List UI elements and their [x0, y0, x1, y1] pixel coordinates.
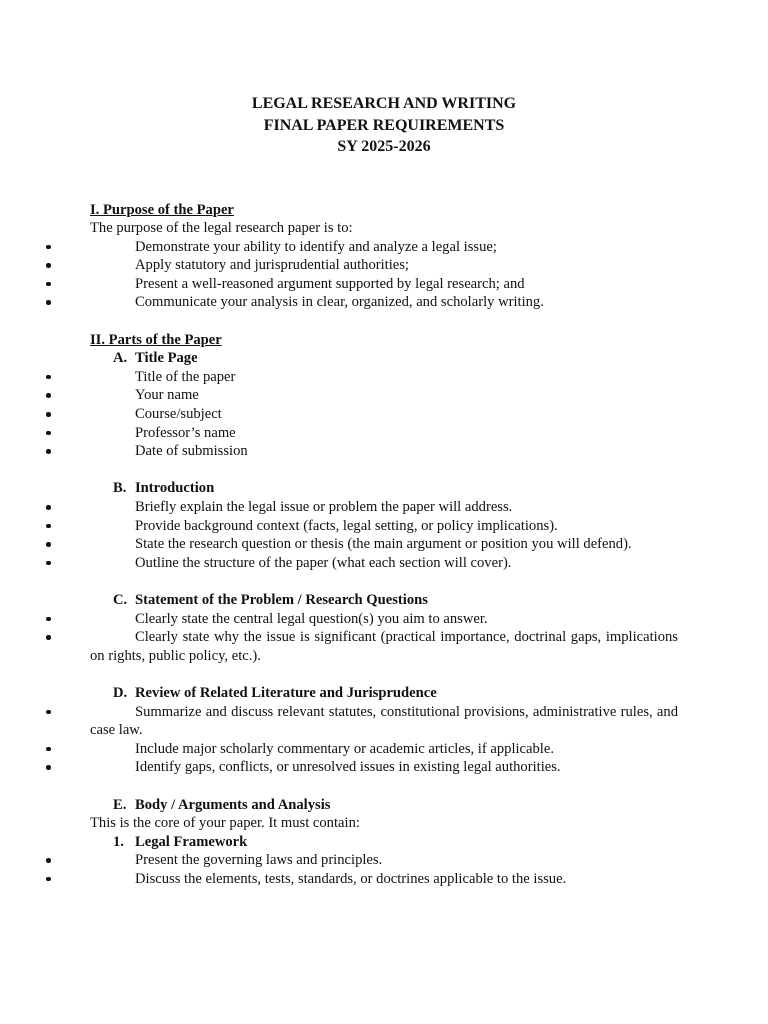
subsection-heading-introduction — [113, 479, 678, 498]
list-item — [90, 703, 678, 740]
list-item — [90, 368, 678, 387]
list-item — [90, 424, 678, 443]
list-item — [90, 610, 678, 629]
subsection-label: Review of Related Literature and Jurisprudence — [135, 684, 437, 701]
list-item-text: Demonstrate your ability to identify and analyze a legal issue; — [135, 238, 497, 255]
list-item-text: Include major scholarly commentary or academic articles, if applicable. — [135, 740, 554, 757]
purpose-intro: The purpose of the legal research paper is to: — [90, 220, 353, 237]
literature-review-list — [90, 703, 678, 777]
list-item — [90, 758, 678, 777]
list-item-text: State the research question or thesis (the main argument or position you will defend). — [135, 536, 632, 553]
list-item — [90, 498, 678, 517]
list-item-text: Present the governing laws and principles. — [135, 852, 383, 869]
list-item-text: Professor’s name — [135, 424, 236, 441]
list-item — [90, 293, 678, 312]
subsection-heading-title-page — [113, 349, 678, 368]
subsection-marker: C. — [113, 591, 128, 608]
subsection-heading-body-arguments — [113, 796, 678, 815]
statement-of-problem-list — [90, 610, 678, 666]
list-item — [90, 554, 678, 573]
list-item — [90, 256, 678, 275]
list-item-text: Briefly explain the legal issue or problem the paper will address. — [135, 499, 513, 515]
subsection-marker: 1. — [113, 833, 124, 850]
list-item-text: Summarize and discuss relevant statutes, constitutional provisions, administrative rules, and case law. — [90, 703, 678, 739]
subsection-marker: A. — [113, 350, 128, 367]
subsection-marker: D. — [113, 684, 128, 701]
list-item — [90, 442, 678, 461]
list-item-text: Your name — [135, 387, 199, 404]
list-item-text: Clearly state the central legal question(s) you aim to answer. — [135, 610, 488, 627]
list-item-text: Discuss the elements, tests, standards, or doctrines applicable to the issue. — [135, 870, 567, 887]
subsection-heading-literature-review — [113, 684, 678, 703]
legal-framework-list — [90, 851, 678, 888]
list-item-text: Provide background context (facts, legal setting, or policy implications). — [135, 517, 558, 534]
subsection-heading-legal-framework — [113, 833, 678, 852]
list-item-text: Date of submission — [135, 443, 248, 460]
list-item — [90, 405, 678, 424]
list-item — [90, 275, 678, 294]
list-item-text: Identify gaps, conflicts, or unresolved issues in existing legal authorities. — [135, 759, 561, 776]
subsection-marker: E. — [113, 796, 127, 813]
title-line-1: LEGAL RESEARCH AND WRITING — [251, 95, 517, 112]
body-arguments-intro: This is the core of your paper. It must contain: — [90, 815, 360, 832]
list-item-text: Clearly state why the issue is significant (practical importance, doctrinal gaps, implications on rights, public policy, etc.). — [90, 629, 678, 664]
list-item-text: Outline the structure of the paper (what each section will cover). — [135, 554, 512, 571]
list-item — [90, 535, 678, 554]
title-line-3: SY 2025-2026 — [337, 138, 431, 155]
introduction-list — [90, 498, 678, 572]
list-item-text: Title of the paper — [135, 368, 236, 385]
subsection-marker: B. — [113, 480, 127, 497]
purpose-list — [90, 238, 678, 312]
title-page-list — [90, 368, 678, 461]
subsection-label: Title Page — [135, 350, 198, 367]
subsection-label: Legal Framework — [135, 833, 248, 850]
list-item-text: Apply statutory and jurisprudential authorities; — [135, 257, 409, 274]
list-item — [90, 870, 678, 889]
list-item-text: Present a well-reasoned argument supported by legal research; and — [135, 275, 525, 292]
list-item-text: Course/subject — [135, 406, 222, 423]
list-item — [90, 386, 678, 405]
subsection-label: Statement of the Problem / Research Questions — [135, 591, 428, 608]
subsection-label: Introduction — [135, 480, 215, 497]
section-heading-purpose: I. Purpose of the Paper — [90, 201, 234, 218]
list-item-text: Communicate your analysis in clear, organized, and scholarly writing. — [135, 294, 544, 311]
list-item — [90, 238, 678, 257]
document-title — [90, 93, 678, 158]
section-heading-parts: II. Parts of the Paper — [90, 331, 222, 348]
list-item — [90, 517, 678, 536]
document-body — [90, 93, 678, 888]
title-line-2: FINAL PAPER REQUIREMENTS — [263, 116, 505, 134]
list-item — [90, 740, 678, 759]
list-item — [90, 851, 678, 870]
subsection-label: Body / Arguments and Analysis — [135, 796, 331, 813]
subsection-heading-statement-of-problem — [113, 591, 678, 610]
list-item — [90, 628, 678, 665]
